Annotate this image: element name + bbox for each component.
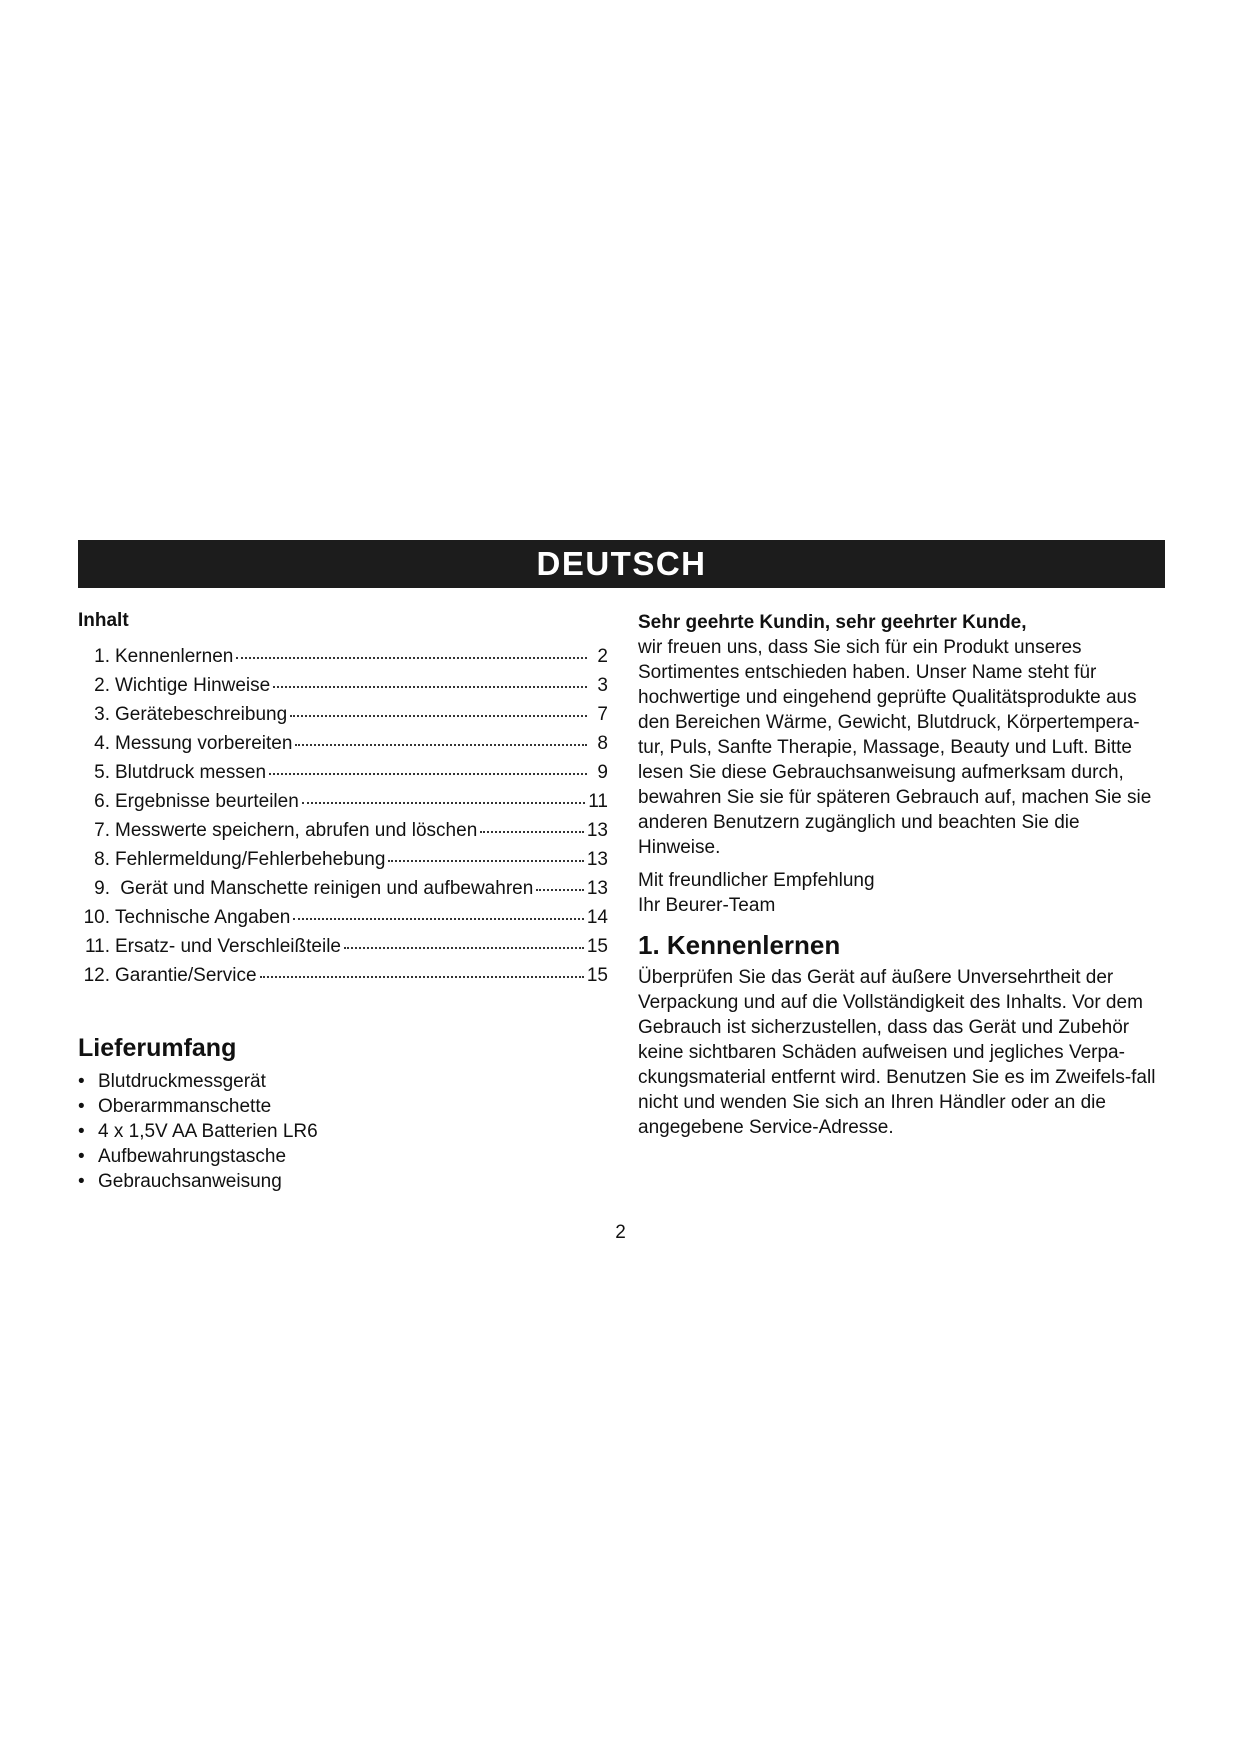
intro-paragraph: wir freuen uns, dass Sie sich für ein Produkt unseres Sortimentes entschieden haben. Unser Name steht für hochwertige und eingehend geprüfte Qualitätsprodukte aus den Bereichen Wärme, Gewicht, Blutdruck, Körpertempera-tur, Puls, Sanfte Therapie, Massage, Beauty und Luft. Bitte lesen Sie diese Gebrauchsanweisung aufmerksam durch, bewahren Sie sie für späteren Gebrauch auf, machen Sie sie anderen Benutzern zugänglich und beachten Sie die Hinweise.: [638, 637, 1152, 858]
toc-item-label: Messung vorbereiten: [115, 733, 293, 754]
toc-dot-leader: [536, 889, 584, 891]
toc-item[interactable]: [78, 675, 608, 704]
toc-dot-leader: [236, 657, 587, 659]
toc-item-number: 8.: [94, 849, 110, 870]
toc-item-number: 6.: [94, 791, 110, 812]
toc-item[interactable]: [78, 907, 608, 936]
bullet-icon: •: [78, 1146, 85, 1167]
toc-item-page: 2: [597, 646, 608, 667]
toc-item-number: 10.: [83, 907, 110, 928]
toc-item-label: Technische Angaben: [115, 907, 291, 928]
toc-item-label: Ersatz- und Verschleißteile: [115, 936, 341, 957]
toc-item[interactable]: [78, 820, 608, 849]
toc-item-page: 3: [597, 675, 608, 696]
toc-item-label: Fehlermeldung/Fehlerbehebung: [115, 849, 386, 870]
toc-dot-leader: [344, 947, 584, 949]
bullet-icon: •: [78, 1171, 85, 1192]
section-heading: 1. Kennenlernen: [638, 930, 841, 960]
signature-line: Ihr Beurer-Team: [638, 895, 776, 916]
toc-item[interactable]: [78, 936, 608, 965]
toc-item-page: 14: [586, 907, 608, 928]
toc-item-page: 8: [597, 733, 608, 754]
toc-item[interactable]: [78, 791, 608, 820]
toc-item-label: Garantie/Service: [115, 965, 257, 986]
list-item: [78, 1069, 608, 1094]
toc-item-number: 1.: [94, 646, 110, 667]
bullet-icon: •: [78, 1096, 85, 1117]
toc-item-label: Gerätebeschreibung: [115, 704, 288, 725]
toc-item[interactable]: [78, 965, 608, 994]
delivery-heading: Lieferumfang: [78, 1034, 237, 1062]
toc-dot-leader: [273, 686, 587, 688]
toc-dot-leader: [293, 918, 583, 920]
toc-dot-leader: [295, 744, 587, 746]
toc-item[interactable]: [78, 704, 608, 733]
toc-item[interactable]: [78, 646, 608, 675]
toc-item-label: Ergebnisse beurteilen: [115, 791, 299, 812]
toc-item[interactable]: [78, 733, 608, 762]
table-of-contents: [78, 646, 608, 994]
toc-dot-leader: [260, 976, 584, 978]
list-item-text: Oberarmmanschette: [98, 1096, 272, 1117]
toc-title: Inhalt: [78, 610, 129, 631]
toc-item[interactable]: [78, 849, 608, 878]
list-item-text: Blutdruckmessgerät: [98, 1071, 266, 1092]
toc-item-label: Blutdruck messen: [115, 762, 267, 783]
toc-item-page: 15: [586, 936, 608, 957]
list-item-text: Gebrauchsanweisung: [98, 1171, 282, 1192]
greeting: Sehr geehrte Kundin, sehr geehrter Kunde,: [638, 612, 1027, 633]
bullet-icon: •: [78, 1071, 85, 1092]
toc-item-page: 11: [588, 791, 608, 812]
toc-dot-leader: [388, 860, 583, 862]
toc-item-number: 3.: [94, 704, 110, 725]
toc-item-number: 5.: [94, 762, 110, 783]
toc-item[interactable]: [78, 762, 608, 791]
page-number: 2: [615, 1222, 626, 1243]
toc-item-page: 7: [597, 704, 608, 725]
toc-item-number: 11.: [84, 936, 110, 957]
toc-item-label: Gerät und Manschette reinigen und aufbewahren: [115, 878, 534, 899]
toc-item-label: Wichtige Hinweise: [115, 675, 271, 696]
toc-item[interactable]: [78, 878, 608, 907]
section-paragraph: Überprüfen Sie das Gerät auf äußere Unversehrtheit der Verpackung und auf die Vollständigkeit des Inhalts. Vor dem Gebrauch ist sicherzustellen, dass das Gerät und Zubehör keine sichtbaren Schäden aufweisen und jegliches Verpa-ckungsmaterial entfernt wird. Benutzen Sie es im Zweifels-fall nicht und wenden Sie sich an Ihren Händler oder an die angegebene Service-Adresse.: [638, 967, 1156, 1138]
delivery-list: [78, 1069, 608, 1194]
list-item: [78, 1144, 608, 1169]
toc-item-label: Kennenlernen: [115, 646, 234, 667]
toc-item-page: 15: [586, 965, 608, 986]
toc-item-number: 9.: [94, 878, 110, 899]
toc-item-number: 7.: [94, 820, 110, 841]
list-item: [78, 1094, 608, 1119]
toc-item-label: Messwerte speichern, abrufen und löschen: [115, 820, 478, 841]
toc-item-page: 13: [586, 878, 608, 899]
language-header: [78, 540, 1165, 588]
toc-item-page: 9: [597, 762, 608, 783]
toc-item-page: 13: [586, 849, 608, 870]
toc-dot-leader: [269, 773, 587, 775]
toc-item-page: 13: [586, 820, 608, 841]
list-item-text: 4 x 1,5V AA Batterien LR6: [98, 1121, 318, 1142]
toc-dot-leader: [480, 831, 584, 833]
toc-dot-leader: [302, 802, 585, 804]
toc-item-number: 2.: [94, 675, 110, 696]
toc-item-number: 12.: [83, 965, 110, 986]
toc-dot-leader: [290, 715, 587, 717]
list-item: [78, 1169, 608, 1194]
right-column: [638, 610, 1158, 1140]
closing-line: Mit freundlicher Empfehlung: [638, 870, 875, 891]
toc-item-number: 4.: [94, 733, 110, 754]
left-column: [78, 610, 608, 1194]
bullet-icon: •: [78, 1121, 85, 1142]
list-item-text: Aufbewahrungstasche: [98, 1146, 287, 1167]
list-item: [78, 1119, 608, 1144]
language-title: DEUTSCH: [536, 545, 707, 582]
